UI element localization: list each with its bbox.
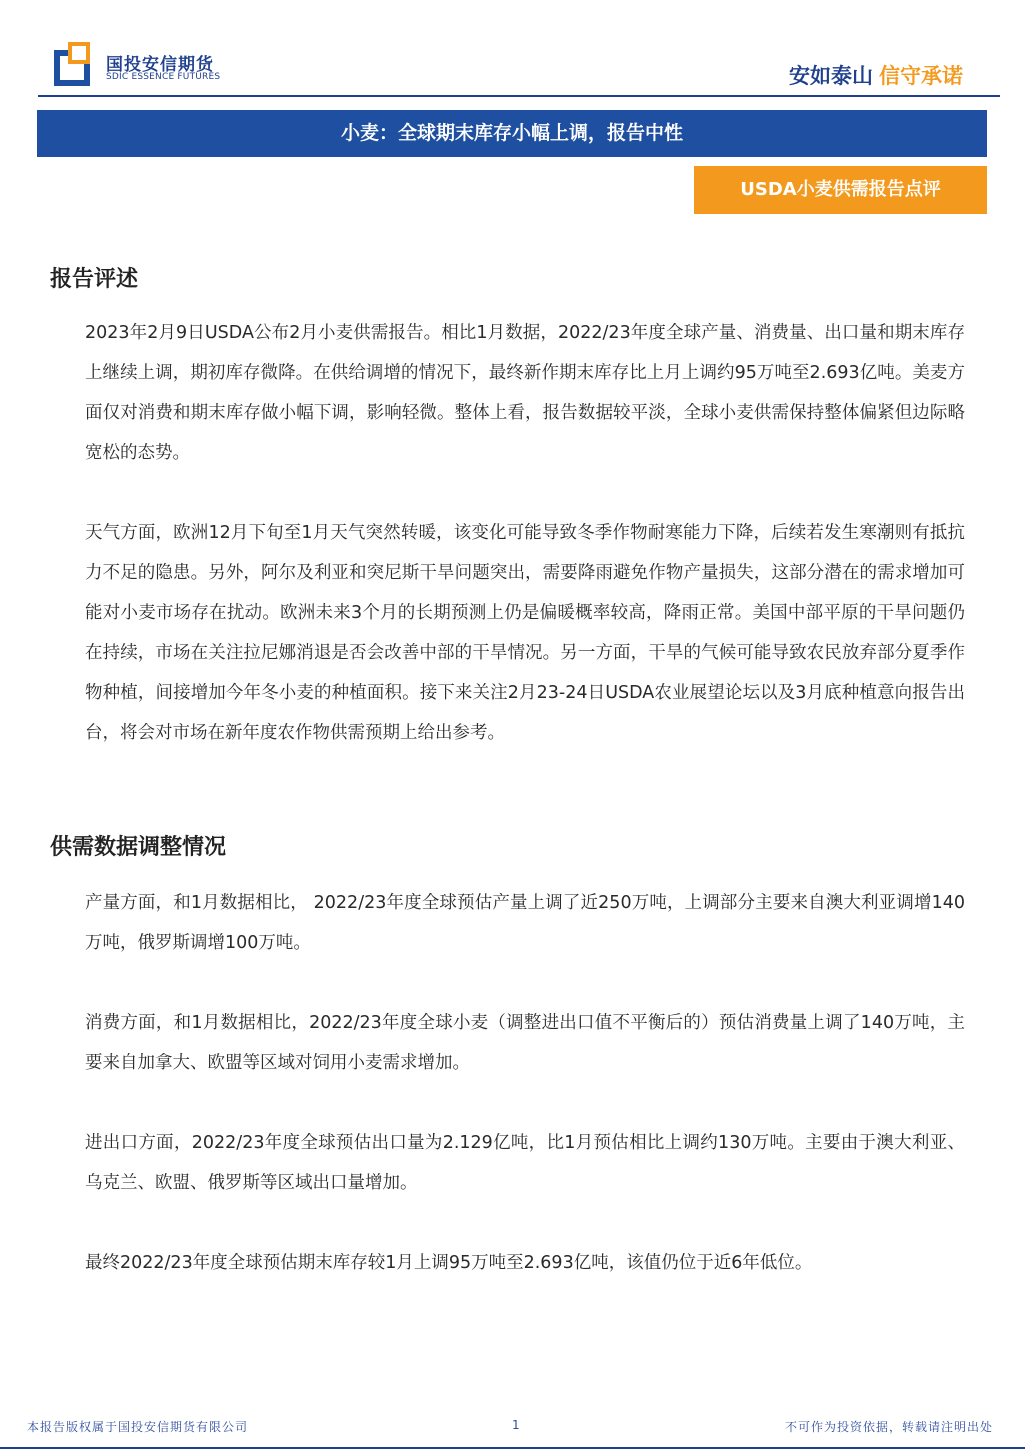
header-divider bbox=[38, 95, 1000, 97]
copyright-notice: 本报告版权属于国投安信期货有限公司 bbox=[27, 1420, 249, 1434]
paragraph: 产量方面，和1月数据相比， 2022/23年度全球预估产量上调了近250万吨，上调部分主要来自澳大利亚调增140万吨，俄罗斯调增100万吨。 bbox=[85, 893, 965, 953]
paragraph: 消费方面，和1月数据相比，2022/23年度全球小麦（调整进出口值不平衡后的）预估消费量上调了140万吨，主要来自加拿大、欧盟等区域对饲用小麦需求增加。 bbox=[85, 1013, 965, 1073]
page-footer bbox=[0, 1412, 1025, 1442]
paragraph: 进出口方面，2022/23年度全球预估出口量为2.129亿吨，比1月预估相比上调约130万吨。主要由于澳大利亚、乌克兰、欧盟、俄罗斯等区域出口量增加。 bbox=[85, 1133, 965, 1193]
page-number: 1 bbox=[512, 1418, 520, 1432]
page-header bbox=[0, 0, 1025, 100]
footer-divider bbox=[0, 1447, 1025, 1449]
paragraph: 天气方面，欧洲12月下旬至1月天气突然转暖，该变化可能导致冬季作物耐寒能力下降，后续若发生寒潮则有抵抗力不足的隐患。另外，阿尔及利亚和突尼斯干旱问题突出，需要降雨避免作物产量损失，这部分潜在的需求增加可能对小麦市场存在扰动。欧洲未来3个月的长期预测上仍是偏暖概率较高，降雨正常。美国中部平原的干旱问题仍在持续，市场在关注拉尼娜消退是否会改善中部的干旱情况。另一方面，干旱的气候可能导致农民放弃部分夏季作物种植，间接增加今年冬小麦的种植面积。接下来关注2月23-24日USDA农业展望论坛以及3月底种植意向报告出台，将会对市场在新年度农作物供需预期上给出参考。 bbox=[85, 523, 965, 743]
paragraph: 2023年2月9日USDA公布2月小麦供需报告。相比1月数据，2022/23年度全球产量、消费量、出口量和期末库存上继续上调，期初库存微降。在供给调增的情况下，最终新作期末库存比上月上调约95万吨至2.693亿吨。美麦方面仅对消费和期末库存做小幅下调，影响轻微。整体上看，报告数据较平淡，全球小麦供需保持整体偏紧但边际略宽松的态势。 bbox=[85, 323, 965, 463]
company-name-cn: 国投安信期货 bbox=[106, 55, 214, 75]
company-logo-icon bbox=[54, 42, 98, 86]
slogan-part1: 安如泰山 bbox=[789, 64, 873, 88]
section-heading-review: 报告评述 bbox=[50, 267, 139, 292]
slogan bbox=[789, 60, 963, 90]
paragraph: 最终2022/23年度全球预估期末库存较1月上调95万吨至2.693亿吨，该值仍位于近6年低位。 bbox=[85, 1253, 813, 1273]
report-title: 小麦：全球期末库存小幅上调，报告中性 bbox=[37, 110, 987, 157]
section-heading-supply-demand: 供需数据调整情况 bbox=[50, 835, 227, 860]
company-name-en: SDIC ESSENCE FUTURES bbox=[106, 72, 221, 82]
report-tag: USDA小麦供需报告点评 bbox=[694, 166, 987, 214]
disclaimer: 不可作为投资依据，转载请注明出处 bbox=[784, 1420, 993, 1434]
slogan-part2: 信守承诺 bbox=[879, 64, 963, 88]
